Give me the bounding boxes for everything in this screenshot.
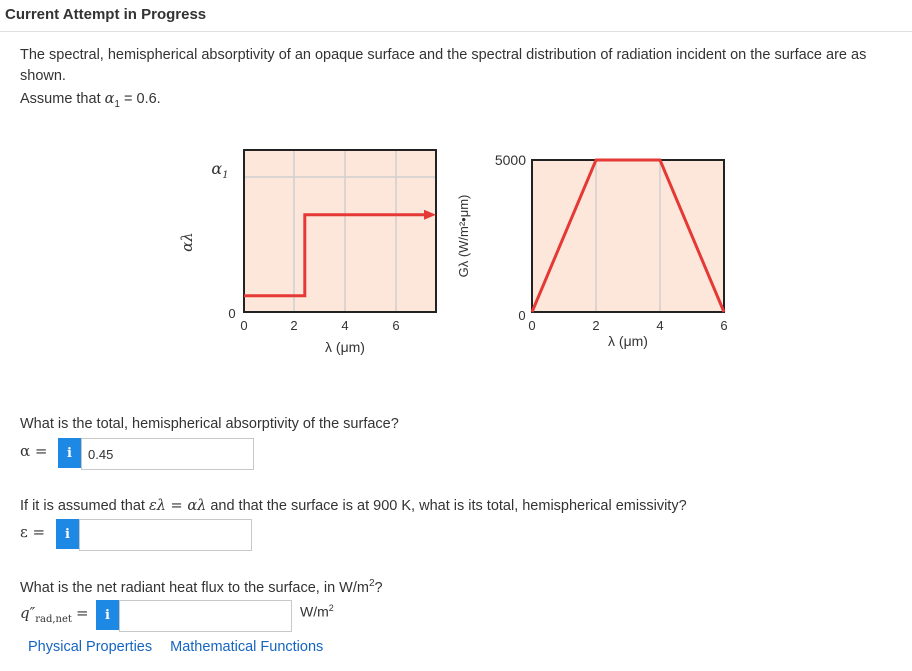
- left-y-zero: 0: [228, 306, 236, 321]
- heat-flux-equals: =: [76, 604, 89, 622]
- heat-flux-label: $q''_{rad,net}$: [20, 604, 72, 625]
- question-1-text: What is the total, hemispherical absorptivity of the surface?: [20, 416, 399, 432]
- resource-links: [28, 639, 337, 655]
- left-xlabel: λ (μm): [325, 339, 365, 355]
- right-xtick-4: 4: [656, 318, 664, 333]
- right-xtick-0: 0: [528, 318, 536, 333]
- left-xtick-2: 2: [290, 318, 298, 333]
- absorptivity-input[interactable]: 0.45: [81, 438, 254, 470]
- physical-properties-link[interactable]: Physical Properties: [28, 639, 153, 655]
- left-ylabel: αλ: [178, 232, 196, 252]
- right-y-zero: 0: [518, 308, 526, 323]
- assume-prefix: Assume that: [20, 91, 101, 107]
- problem-panel: [0, 32, 912, 671]
- answer-row-1: [20, 434, 260, 468]
- mathematical-functions-link[interactable]: Mathematical Functions: [170, 639, 324, 655]
- info-icon[interactable]: i: [58, 438, 81, 468]
- info-icon[interactable]: i: [96, 600, 119, 630]
- emissivity-input[interactable]: [79, 519, 252, 551]
- left-y-marker: $\alpha_1$: [211, 159, 229, 181]
- header-bar: [0, 0, 912, 32]
- alpha-subscript: 1: [114, 98, 120, 110]
- left-xtick-6: 6: [392, 318, 400, 333]
- right-xlabel: λ (μm): [608, 333, 648, 349]
- question-2-text: If it is assumed that ελ = αλ and that the surface is at 900 K, what is its total, hemispherical emissivity?: [20, 498, 687, 514]
- answer-row-3: [20, 596, 380, 630]
- alpha-equals-label: α =: [20, 442, 48, 460]
- alpha-symbol: α: [104, 91, 115, 107]
- page-title: Current Attempt in Progress: [5, 6, 207, 23]
- answer-row-2: [20, 515, 260, 549]
- info-icon[interactable]: i: [56, 519, 79, 549]
- heat-flux-unit: $W/m^2$: [300, 603, 334, 620]
- left-xtick-0: 0: [240, 318, 248, 333]
- assume-value: = 0.6.: [124, 91, 161, 107]
- left-chart-background: [244, 150, 436, 312]
- right-xtick-6: 6: [720, 318, 728, 333]
- question-3-text: What is the net radiant heat flux to the surface, in $W/m^2$?: [20, 578, 383, 596]
- assume-line: [20, 89, 900, 115]
- right-chart-background: [532, 160, 724, 312]
- right-ylabel: Gλ (W/m²•μm): [456, 194, 471, 278]
- problem-intro: [20, 45, 900, 115]
- right-y-top: 5000: [494, 152, 526, 168]
- epsilon-equals-label: ε =: [20, 523, 46, 541]
- figure-charts: [160, 132, 760, 372]
- right-xtick-2: 2: [592, 318, 600, 333]
- heat-flux-input[interactable]: [119, 600, 292, 632]
- left-xtick-4: 4: [341, 318, 349, 333]
- intro-text: The spectral, hemispherical absorptivity of an opaque surface and the spectral distribution of radiation incident on the surface are as shown.: [20, 47, 867, 84]
